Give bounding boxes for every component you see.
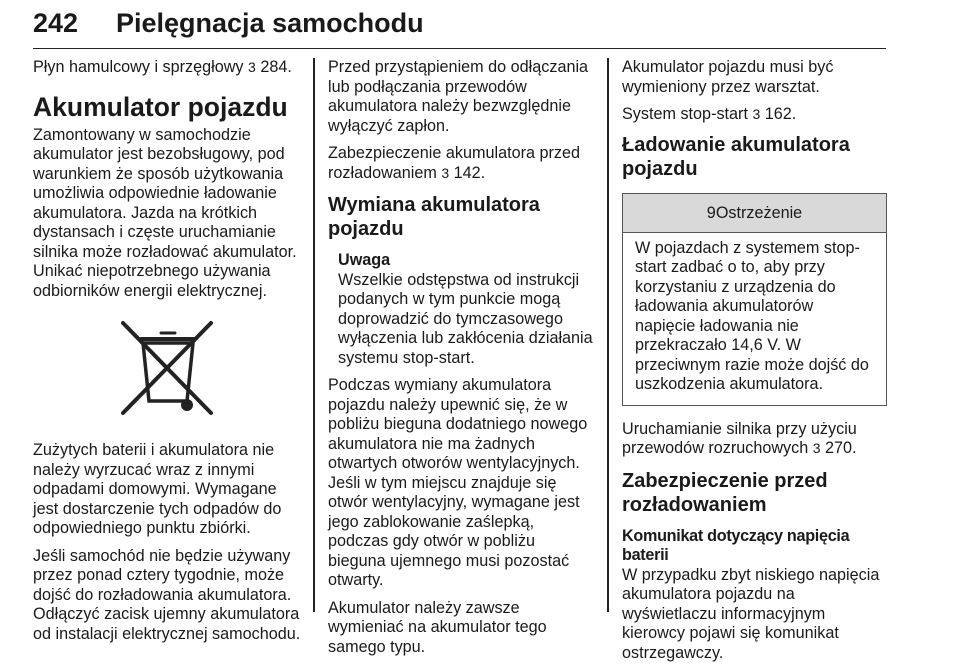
paragraph: W przypadku zbyt niskiego napięcia akumulatora pojazdu na wyświetlaczu informacyjnym kierowcy pojawi się komunikat ostrzegawczy. xyxy=(622,565,880,662)
page-header xyxy=(33,6,886,49)
discharge-protection-reference: Zabezpieczenie akumulatora przed rozładowaniem 3 142. xyxy=(328,144,580,182)
note-block xyxy=(338,251,594,368)
warning-header xyxy=(623,194,886,233)
crossed-out-wheelie-bin-icon xyxy=(113,319,223,419)
warning-triangle-icon: 9 xyxy=(706,203,716,222)
warning-text: W pojazdach z systemem stop-start zadbać o to, aby przy korzystaniu z urządzenia do ładowania akumulatorów napięcie ładowania nie przekraczało 14,6 V. W przeciwnym razie może dojść do uszkodzenia akumulatora. xyxy=(635,238,869,393)
column-divider xyxy=(313,58,315,612)
column-3 xyxy=(622,58,887,671)
page-reference-link[interactable]: 162. xyxy=(764,105,797,123)
page-number: 242 xyxy=(33,8,79,38)
reference-arrow-icon: 3 xyxy=(812,440,821,456)
jump-start-reference: Uruchamianie silnika przy użyciu przewodów rozruchowych 3 270. xyxy=(622,419,857,457)
reference-arrow-icon: 3 xyxy=(248,59,256,75)
paragraph: Akumulator należy zawsze wymieniać na akumulator tego samego typu. xyxy=(328,598,547,656)
reference-arrow-icon: 3 xyxy=(752,106,761,122)
page-reference-link[interactable]: 270. xyxy=(825,439,857,457)
column-2 xyxy=(328,58,594,665)
column-1 xyxy=(33,58,303,652)
page-reference-link[interactable]: 142. xyxy=(453,163,486,182)
warning-title: Ostrzeżenie xyxy=(715,203,803,222)
paragraph: Zużytych baterii i akumulatora nie należy wyrzucać wraz z innymi odpadami domowymi. Wymagane jest dostarczenie tych odpadów do odpowiedniego punktu zbiórki. xyxy=(33,441,282,537)
stop-start-reference: System stop-start 3 162. xyxy=(622,105,797,123)
section-heading: Akumulator pojazdu xyxy=(33,91,288,122)
page-title: Pielęgnacja samochodu xyxy=(116,8,424,38)
section-heading: Ładowanie akumulatora pojazdu xyxy=(622,133,850,180)
section-heading: Zabezpieczenie przed rozładowaniem xyxy=(622,469,828,516)
paragraph: Akumulator pojazdu musi być wymieniony przez warsztat. xyxy=(622,58,834,96)
page-reference-link[interactable]: 284. xyxy=(260,58,292,76)
note-text: Wszelkie odstępstwa od instrukcji podanych w tym punkcie mogą doprowadzić do tymczasowego wyłączenia lub zakłócenia działania systemu stop-start. xyxy=(338,270,593,367)
reference-arrow-icon: 3 xyxy=(441,164,450,181)
warning-box xyxy=(622,193,887,406)
paragraph: Jeśli samochód nie będzie używany przez ponad cztery tygodnie, może dojść do rozładowania akumulatora. Odłączyć zacisk ujemny akumulatora od instalacji elektrycznej samochodu. xyxy=(33,546,301,643)
subsection-heading: Komunikat dotyczący napięcia baterii xyxy=(622,526,850,564)
brake-fluid-reference: Płyn hamulcowy i sprzęgłowy 3 284. xyxy=(33,58,292,76)
paragraph: Podczas wymiany akumulatora pojazdu należy upewnić się, że w pobliżu bieguna dodatniego nowego akumulatora nie ma żadnych otwartych otworów wentylacyjnych. Jeśli w tym miejscu znajduje się otwór wentylacyjny, wymagane jest jego zablokowanie zaślepką, podczas gdy otwór w pobliżu bieguna ujemnego musi pozostać otwarty. xyxy=(328,376,588,589)
section-heading: Wymiana akumulatora pojazdu xyxy=(328,194,540,240)
note-title: Uwaga xyxy=(338,251,391,269)
paragraph: Przed przystąpieniem do odłączania lub podłączania przewodów akumulatora należy bezwzględnie wyłączyć zapłon. xyxy=(328,58,589,135)
paragraph: Zamontowany w samochodzie akumulator jest bezobsługowy, pod warunkiem że sposób użytkowania umożliwia odpowiednie ładowanie akumulatora. Jazda na krótkich dystansach i częste uruchamianie silnika może rozładować akumulator. Unikać niepotrzebnego używania odbiorników energii elektrycznej. xyxy=(33,125,297,300)
column-divider xyxy=(607,58,609,612)
